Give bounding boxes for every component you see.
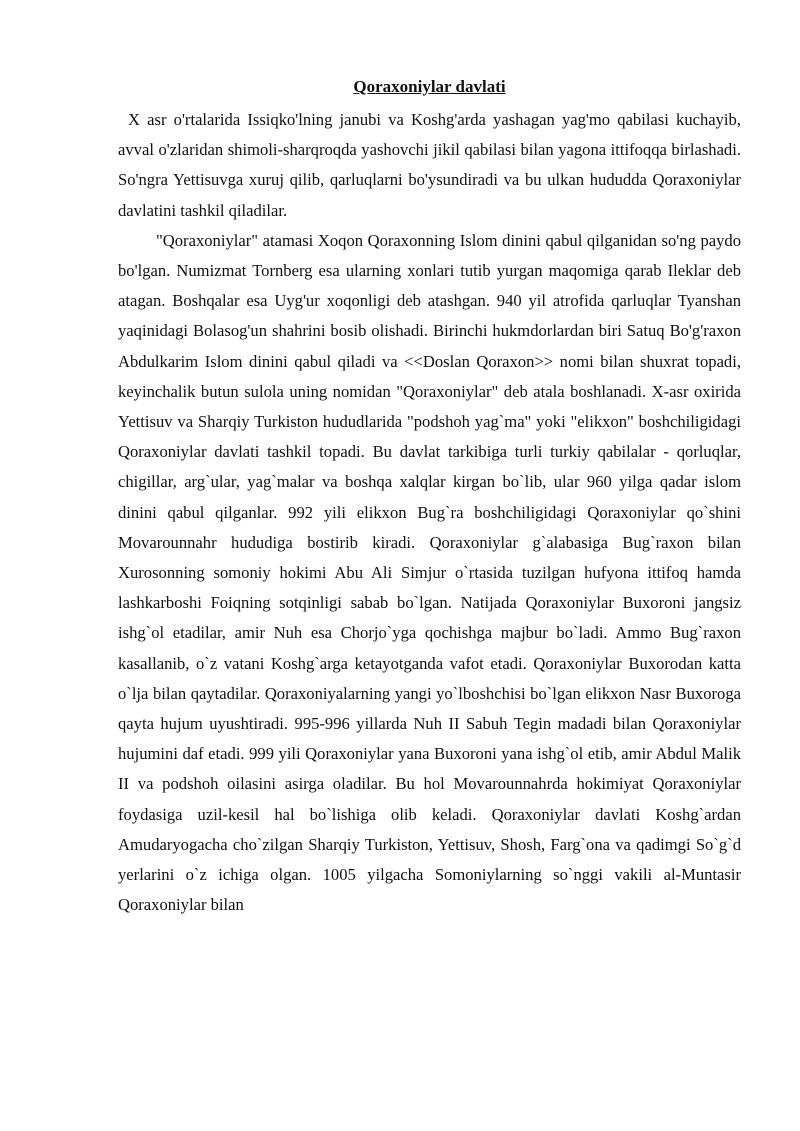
paragraph-2: "Qoraxoniylar" atamasi Xoqon Qoraxonning Islom dinini qabul qilganidan so'ng paydo bo'lgan. Numizmat Tornberg esa ularning xonlari tutib yurgan maqomiga qarab Ileklar deb atagan. Boshqalar esa Uyg'ur xoqonligi deb atashgan. 940 yil atrofida qarluqlar Tyanshan yaqinidagi Bolasog'un shahrini bosib olishadi. Birinchi hukmdorlardan biri Satuq Bo'g'raxon Abdulkarim Islom dinini qabul qiladi va <<Doslan Qoraxon>> nomi bilan shuxrat topadi, keyinchalik butun sulola uning nomidan "Qoraxoniylar" deb atala boshlanadi. X-asr oxirida Yettisuv va Sharqiy Turkiston hududlarida "podshoh yag`ma" yoki "elikxon" boshchiligidagi Qoraxoniylar davlati tashkil topadi. Bu davlat tarkibiga turli turkiy qabilalar - qorluqlar, chigillar, arg`ular, yag`malar va boshqa xalqlar kirgan bo`lib, ular 960 yilga qadar islom dinini qabul qilganlar. 992 yili elikxon Bug`ra boshchiligidagi Qoraxoniylar qo`shini Movarounnahr hududiga bostirib kiradi. Qoraxoniylar g`alabasiga Bug`raxon bilan Xurosonning somoniy hokimi Abu Ali Simjur o`rtasida tuzilgan hufyona ittifoq hamda lashkarboshi Foiqning sotqinligi sabab bo`lgan. Natijada Qoraxoniylar Buxoroni jangsiz ishg`ol etadilar, amir Nuh esa Chorjo`yga qochishga majbur bo`ladi. Ammo Bug`raxon kasallanib, o`z vatani Koshg`arga ketayotganda vafot etadi. Qoraxoniylar Buxorodan katta o`lja bilan qaytadilar. Qoraxoniyalarning yangi yo`lboshchisi bo`lgan elikxon Nasr Buxoroga qayta hujum uyushtiradi. 995-996 yillarda Nuh II Sabuh Tegin madadi bilan Qoraxoniylar hujumini daf etadi. 999 yili Qoraxoniylar yana Buxoroni yana ishg`ol etib, amir Abdul Malik II va podshoh oilasini asirga oladilar. Bu hol Movarounnahrda hokimiyat Qoraxoniylar foydasiga uzil-kesil hal bo`lishiga olib keladi. Qoraxoniylar davlati Koshg`ardan Amudaryogacha cho`zilgan Sharqiy Turkiston, Yettisuv, Shosh, Farg`ona va qadimgi So`g`d yerlarini o`z ichiga olgan. 1005 yilgacha Somoniylarning so`nggi vakili al-Muntasir Qoraxoniylar bilan <box>118 230 741 915</box>
paragraph-1: X asr o'rtalarida Issiqko'lning janubi va Koshg'arda yashagan yag'mo qabilasi kuchayib, avval o'zlaridan shimoli-sharqroqda yashovchi jikil qabilasi bilan yagona ittifoqqa birlashadi. So'ngra Yettisuvga xuruj qilib, qarluqlarni bo'ysundiradi va bu ulkan hududda Qoraxoniylar davlatini tashkil qiladilar. <box>118 110 741 220</box>
document-page <box>118 74 741 920</box>
document-title: Qoraxoniylar davlati <box>353 77 506 96</box>
